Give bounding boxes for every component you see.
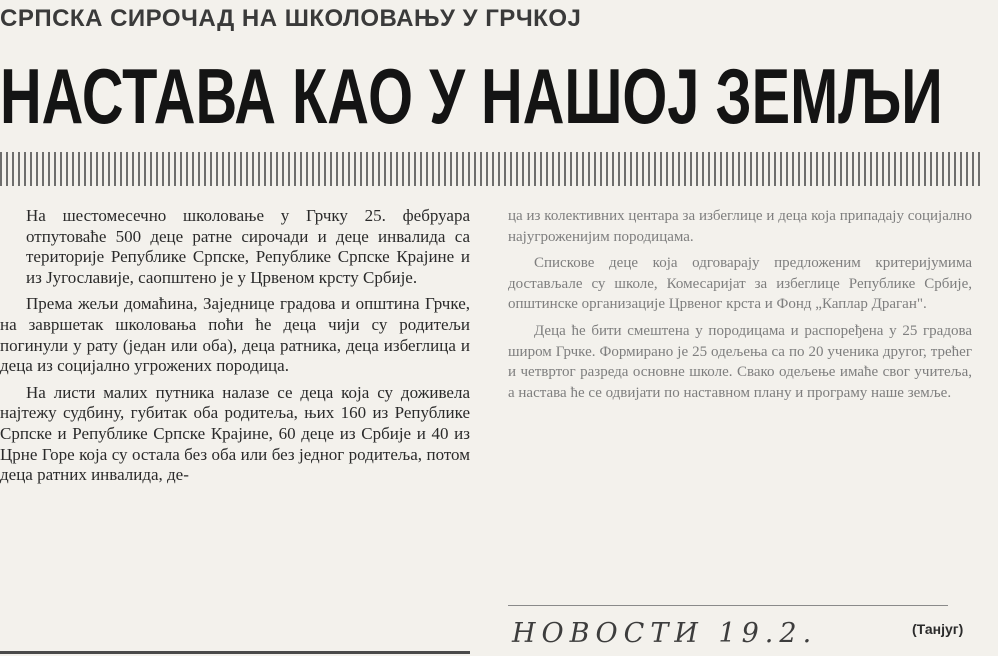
paragraph: Према жељи домаћина, Заједнице градова и општина Грчке, на завршетак школовања поћи ће деца чији су родитељи погинули у рату (један или оба), деца ратника, деца избеглица и деца из социјално угрожених породица. <box>0 294 470 376</box>
hatched-divider <box>0 152 980 186</box>
paragraph: Спискове деце која одговарају предложеним критеријумима достављале су школе, Комесаријат за избеглице Републике Србије, општинске организације Црвеног крста и Фонд „Каплар Драган". <box>508 255 972 313</box>
agency-credit: (Танјуг) <box>912 621 964 637</box>
paragraph: Деца ће бити смештена у породицама и распоређена у 25 градова широм Грчке. Формирано је 25 одељења са по 20 ученика другог, трећег и четвртог разреда основне школе. Свако одељење имаће свог учитеља, а настава ће се одвијати по наставном плану и програму наше земље. <box>508 322 972 401</box>
article-column-right <box>508 206 972 409</box>
handwritten-note: НОВОСТИ 19.2. <box>512 618 818 649</box>
paragraph: На шестомесечно школовање у Грчку 25. фебруара отпутоваће 500 деце ратне сирочади и деце инвалида са територије Републике Српске, Републике Српске Крајине и из Југославије, саопштено је у Црвеном крсту Србије. <box>26 206 470 287</box>
article-column-left <box>0 206 470 492</box>
article-headline: НАСТАВА КАО У НАШОЈ ЗЕМЉИ <box>0 52 943 140</box>
paragraph: ца из колективних центара за избеглице и деца која припадају социјално најугроженијим породицама. <box>508 208 972 245</box>
paragraph: На листи малих путника налазе се деца која су доживела најтежу судбину, губитак оба родитеља, њих 160 из Републике Српске и Републике Српске Крајине, 60 деце из Србије и 40 из Црне Горе која су остала без оба или без једног родитеља, потом деца ратних инвалида, де- <box>0 382 470 485</box>
bottom-rule <box>0 651 470 654</box>
article-overline: СРПСКА СИРОЧАД НА ШКОЛОВАЊУ У ГРЧКОЈ <box>0 5 582 32</box>
signature-rule <box>508 605 948 606</box>
